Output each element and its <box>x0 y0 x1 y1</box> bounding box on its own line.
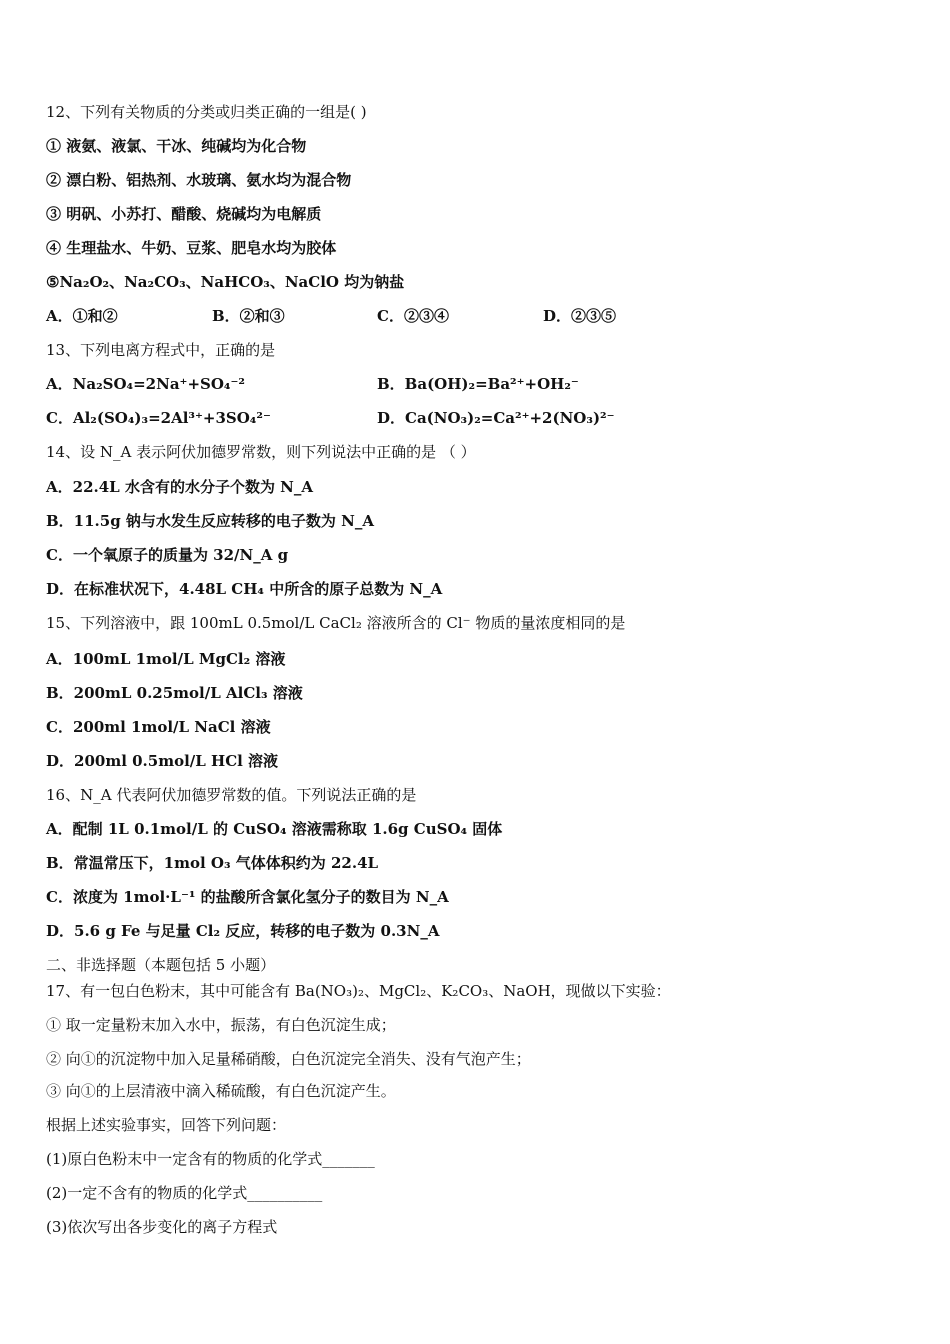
q13-option-a: A．Na₂SO₄=2Na⁺+SO₄⁻² <box>46 375 245 393</box>
q17-experiment-1: ① 取一定量粉末加入水中，振荡，有白色沉淀生成； <box>46 1016 396 1034</box>
q15-stem: 15、下列溶液中，跟 100mL 0.5mol/L CaCl₂ 溶液所含的 Cl⁻ 物质的量浓度相同的是 <box>46 614 626 632</box>
q14-option-b: B．11.5g 钠与水发生反应转移的电子数为 N_A <box>46 512 374 530</box>
q14-option-d: D．在标准状况下，4.48L CH₄ 中所含的原子总数为 N_A <box>46 580 443 598</box>
q12-option-b: B．②和③ <box>212 307 285 325</box>
q13-option-b: B．Ba(OH)₂=Ba²⁺+OH₂⁻ <box>377 375 579 393</box>
q17-part-1: (1)原白色粉末中一定含有的物质的化学式_______ <box>46 1150 375 1168</box>
q15-option-d: D．200ml 0.5mol/L HCl 溶液 <box>46 752 279 770</box>
q16-option-b: B．常温常压下，1mol O₃ 气体体积约为 22.4L <box>46 854 379 872</box>
q13-stem: 13、下列电离方程式中，正确的是 <box>46 341 276 359</box>
q14-option-a: A．22.4L 水含有的水分子个数为 N_A <box>46 478 314 496</box>
section-title: 二、非选择题（本题包括 5 小题） <box>46 956 276 974</box>
q17-intro: 根据上述实验事实，回答下列问题： <box>46 1116 287 1134</box>
q12-statement-5: ⑤Na₂O₂、Na₂CO₃、NaHCO₃、NaClO 均为钠盐 <box>46 273 405 291</box>
q12-option-a: A．①和② <box>46 307 118 325</box>
q12-option-c: C．②③④ <box>377 307 449 325</box>
q15-option-c: C．200ml 1mol/L NaCl 溶液 <box>46 718 271 736</box>
q17-part-2: (2)一定不含有的物质的化学式__________ <box>46 1184 323 1202</box>
q16-option-a: A．配制 1L 0.1mol/L 的 CuSO₄ 溶液需称取 1.6g CuSO₄ 固体 <box>46 820 503 838</box>
q15-option-a: A．100mL 1mol/L MgCl₂ 溶液 <box>46 650 286 668</box>
q12-statement-2: ② 漂白粉、铝热剂、水玻璃、氨水均为混合物 <box>46 171 352 189</box>
q12-option-d: D．②③⑤ <box>543 307 617 325</box>
q17-experiment-2: ② 向①的沉淀物中加入足量稀硝酸，白色沉淀完全消失、没有气泡产生； <box>46 1050 531 1068</box>
q14-option-c: C．一个氧原子的质量为 32/N_A g <box>46 546 289 564</box>
q17-part-3: (3)依次写出各步变化的离子方程式 <box>46 1218 278 1236</box>
q12-statement-4: ④ 生理盐水、牛奶、豆浆、肥皂水均为胶体 <box>46 239 337 257</box>
q16-stem: 16、N_A 代表阿伏加德罗常数的值。下列说法正确的是 <box>46 786 417 804</box>
q12-stem: 12、下列有关物质的分类或归类正确的一组是( ) <box>46 103 367 121</box>
q16-option-c: C．浓度为 1mol·L⁻¹ 的盐酸所含氯化氢分子的数目为 N_A <box>46 888 449 906</box>
q13-option-c: C．Al₂(SO₄)₃=2Al³⁺+3SO₄²⁻ <box>46 409 271 427</box>
q15-option-b: B．200mL 0.25mol/L AlCl₃ 溶液 <box>46 684 303 702</box>
q17-stem: 17、有一包白色粉末，其中可能含有 Ba(NO₃)₂、MgCl₂、K₂CO₃、NaOH，现做以下实验： <box>46 982 671 1000</box>
q12-statement-3: ③ 明矾、小苏打、醋酸、烧碱均为电解质 <box>46 205 322 223</box>
q13-option-d: D．Ca(NO₃)₂=Ca²⁺+2(NO₃)²⁻ <box>377 409 615 427</box>
q16-option-d: D．5.6 g Fe 与足量 Cl₂ 反应，转移的电子数为 0.3N_A <box>46 922 440 940</box>
q14-stem: 14、设 N_A 表示阿伏加德罗常数，则下列说法中正确的是 （ ） <box>46 443 476 461</box>
q12-statement-1: ① 液氨、液氯、干冰、纯碱均为化合物 <box>46 137 307 155</box>
q17-experiment-3: ③ 向①的上层清液中滴入稀硫酸，有白色沉淀产生。 <box>46 1082 396 1100</box>
